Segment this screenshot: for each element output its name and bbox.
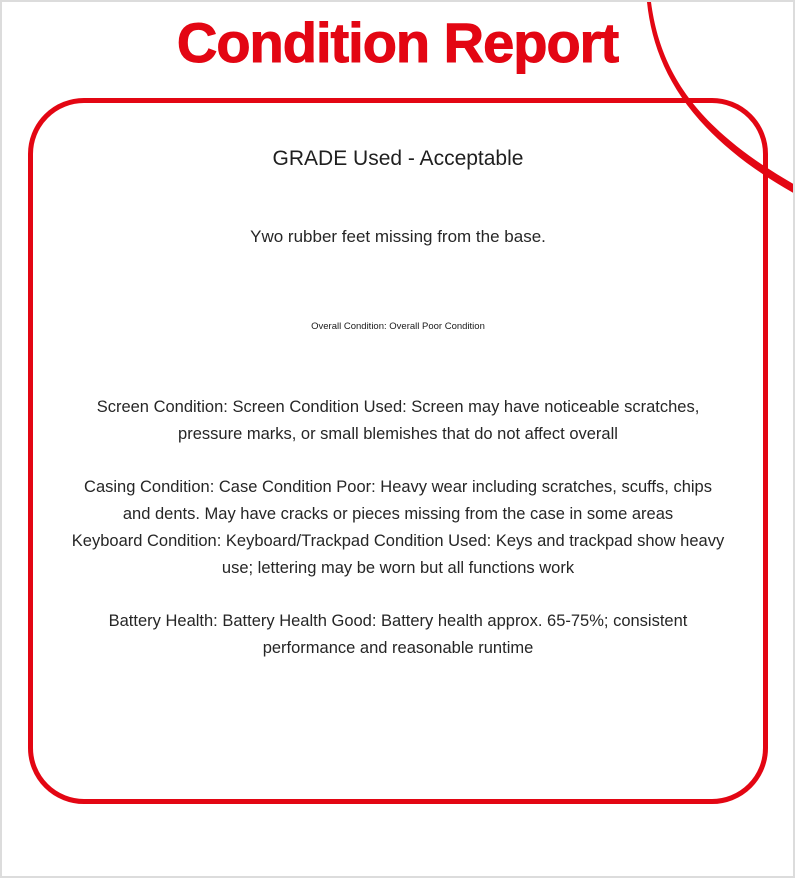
screen-condition-text: Screen Condition: Screen Condition Used: Screen may have noticeable scratches, pressure marks, or small blemishes that do not affect overall (96, 398, 700, 443)
keyboard-condition-text: Keyboard Condition: Keyboard/Trackpad Condition Used: Keys and trackpad show heavy use; lettering may be worn but all functions work (71, 532, 725, 577)
casing-condition-text: Casing Condition: Case Condition Poor: Heavy wear including scratches, scuffs, chips and dents. May have cracks or pieces missing from the case in some areas (84, 478, 712, 523)
condition-sections (71, 394, 726, 662)
overall-condition-text: Overall Condition: Overall Poor Condition (311, 321, 485, 332)
report-border-box (28, 98, 768, 804)
page-title: Condition Report (176, 11, 619, 74)
battery-health-text: Battery Health: Battery Health Good: Battery health approx. 65-75%; consistent performance and reasonable runtime (108, 612, 688, 657)
condition-note: Ywo rubber feet missing from the base. (250, 227, 546, 246)
grade-heading: GRADE Used - Acceptable (272, 147, 524, 170)
